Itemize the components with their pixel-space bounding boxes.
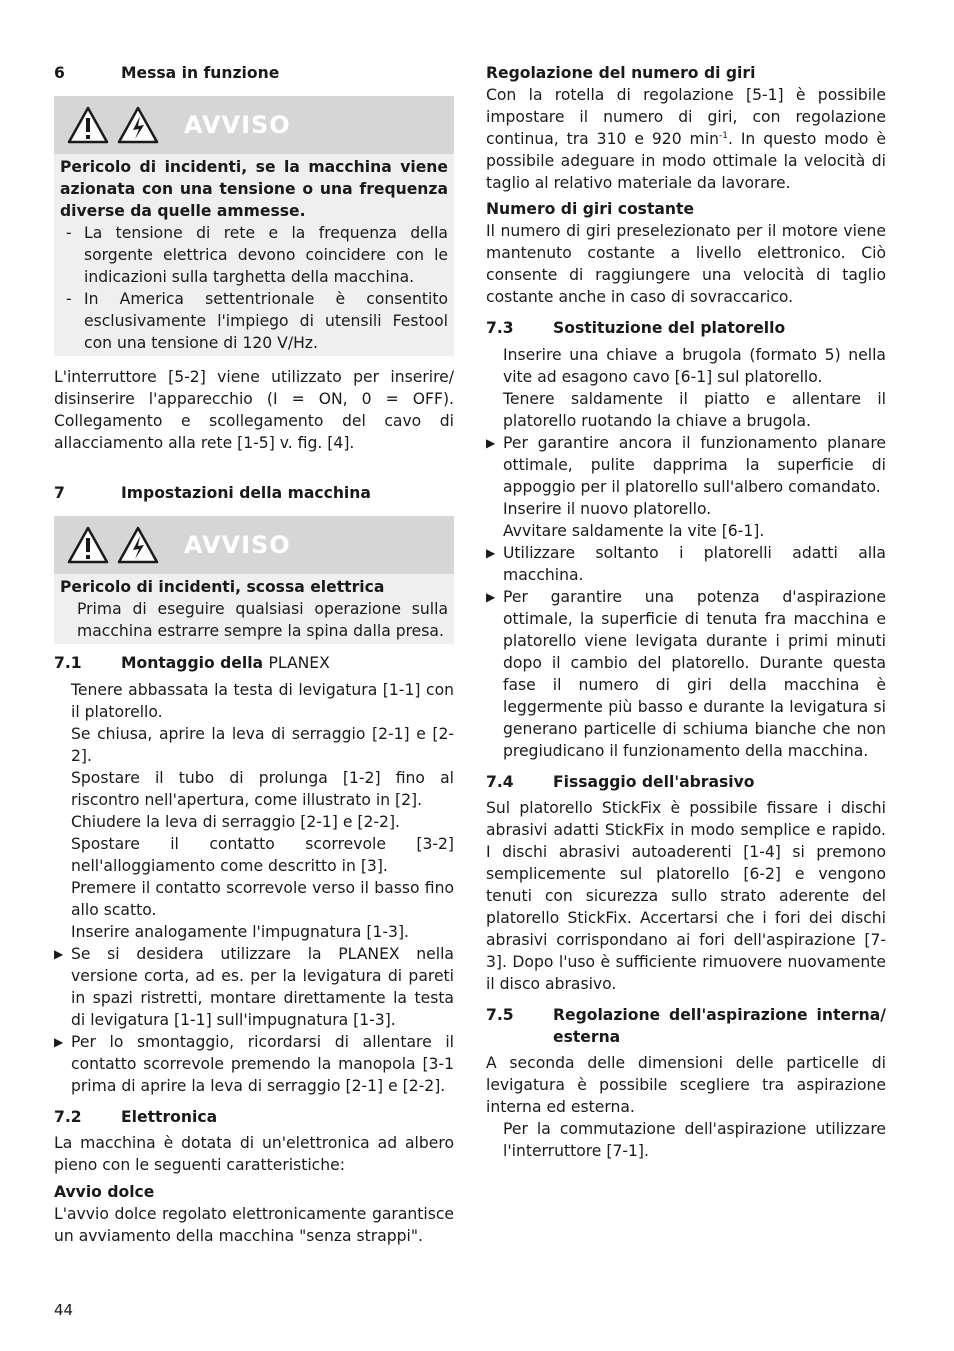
section-heading-7-2 bbox=[54, 1106, 454, 1128]
section-number: 7 bbox=[54, 484, 65, 502]
warning-box-shock bbox=[54, 516, 454, 644]
bullet-item: ▶ Per garantire ancora il funzionamento planare ottimale, pulite dapprima la superficie di appoggio per il platorello sull'albero comandato. bbox=[486, 434, 886, 496]
section-title: Montaggio della PLANEX bbox=[121, 654, 330, 672]
subheading-soft-start: Avvio dolce bbox=[54, 1183, 155, 1201]
section-heading-7-5 bbox=[486, 1004, 886, 1048]
bullet-arrow-icon: ▶ bbox=[486, 590, 496, 604]
subheading-speed-regulation: Regolazione del numero di giri bbox=[486, 64, 756, 82]
paragraph-speed-regulation: Con la rotella di regolazione [5-1] è possibile impostare il numero di giri, con regolazione continua, tra 310 e 920 $\min^{-1}$. In questo modo è possibile adeguare in modo ottimale la velocità di taglio al relativo materiale da lavorare. bbox=[486, 86, 886, 192]
section-number: 7.5 bbox=[486, 1006, 514, 1024]
section-heading-7-1 bbox=[54, 652, 454, 674]
warning-body bbox=[54, 154, 454, 356]
warning-triangle-icon bbox=[66, 105, 110, 145]
left-column bbox=[54, 62, 454, 1247]
section-heading-7-4 bbox=[486, 771, 886, 793]
paragraph-switch: L'interruttore [5-2] viene utilizzato per inserire/ disinserire l'apparecchio (I = ON, 0 = OFF). Collegamento e scollegamento del cavo di allacciamento alla rete [1-5] v. fig. [4]. bbox=[54, 368, 454, 452]
warning-header bbox=[54, 516, 454, 574]
warning-text: Prima di eseguire qualsiasi operazione sulla macchina estrarre sempre la spina dalla presa. bbox=[77, 600, 448, 640]
step: Avvitare saldamente la vite [6-1]. bbox=[503, 522, 765, 540]
paragraph-soft-start: L'avvio dolce regolato elettronicamente garantisce un avviamento della macchina "senza strappi". bbox=[54, 1205, 454, 1245]
bullet-item: ▶ Se si desidera utilizzare la PLANEX nella versione corta, ad es. per la levigatura di pareti in spazi ristretti, montare direttamente la testa di levigatura [1-1] sull'impugnatura [1-3]. bbox=[54, 945, 454, 1029]
bullet-item: ▶ Per lo smontaggio, ricordarsi di allentare il contatto scorrevole premendo la manopola [3-1 prima di aprire la leva di serraggio [2-1] e [2-2]. bbox=[54, 1033, 454, 1095]
warning-title: AVVISO bbox=[184, 531, 291, 559]
bullet-arrow-icon: ▶ bbox=[54, 1035, 64, 1049]
section-title: Messa in funzione bbox=[121, 64, 280, 82]
step: Per la commutazione dell'aspirazione utilizzare l'interruttore [7-1]. bbox=[503, 1120, 886, 1160]
section-title: Fissaggio dell'abrasivo bbox=[553, 773, 755, 791]
warning-title: AVVISO bbox=[184, 111, 291, 139]
section-heading-6 bbox=[54, 62, 454, 84]
step: Spostare il contatto scorrevole [3-2] nell'alloggiamento come descritto in [3]. bbox=[71, 835, 454, 875]
paragraph-constant-speed: Il numero di giri preselezionato per il motore viene mantenuto costante a livello elettronico. Ciò consente di raggiungere una velocità di taglio costante anche in caso di sovraccarico. bbox=[486, 222, 886, 306]
section-number: 7.2 bbox=[54, 1108, 82, 1126]
section-title: Impostazioni della macchina bbox=[121, 484, 371, 502]
step: Premere il contatto scorrevole verso il basso fino allo scatto. bbox=[71, 879, 454, 919]
paragraph-extraction: A seconda delle dimensioni delle particelle di levigatura è possibile scegliere tra aspirazione interna ed esterna. bbox=[486, 1054, 886, 1116]
step: Spostare il tubo di prolunga [1-2] fino al riscontro nell'apertura, come illustrato in [2]. bbox=[71, 769, 454, 809]
warning-heading: Pericolo di incidenti, scossa elettrica bbox=[60, 578, 385, 596]
electric-hazard-icon bbox=[116, 525, 160, 565]
warning-header bbox=[54, 96, 454, 154]
page-number: 44 bbox=[54, 1301, 74, 1319]
step: Chiudere la leva di serraggio [2-1] e [2-2]. bbox=[71, 813, 400, 831]
electric-hazard-icon bbox=[116, 105, 160, 145]
bullet-item: ▶ Utilizzare soltanto i platorelli adatti alla macchina. bbox=[486, 544, 886, 584]
paragraph-electronics: La macchina è dotata di un'elettronica ad albero pieno con le seguenti caratteristiche: bbox=[54, 1134, 454, 1174]
steps-7-1 bbox=[54, 679, 454, 1097]
warning-item: - In America settentrionale è consentito esclusivamente l'impiego di utensili Festool con una tensione di 120 V/Hz. bbox=[66, 290, 448, 352]
bullet-arrow-icon: ▶ bbox=[486, 546, 496, 560]
step: Se chiusa, aprire la leva di serraggio [2-1] e [2-2]. bbox=[71, 725, 454, 765]
bullet-arrow-icon: ▶ bbox=[486, 436, 496, 450]
subheading-constant-speed: Numero di giri costante bbox=[486, 200, 695, 218]
warning-box-voltage bbox=[54, 96, 454, 356]
steps-7-3 bbox=[486, 344, 886, 762]
bullet-arrow-icon: ▶ bbox=[54, 947, 64, 961]
section-title: Sostituzione del platorello bbox=[553, 319, 786, 337]
warning-item: - La tensione di rete e la frequenza della sorgente elettrica devono coincidere con le indicazioni sulla targhetta della macchina. bbox=[66, 224, 448, 286]
step: Inserire il nuovo platorello. bbox=[503, 500, 712, 518]
section-number: 7.1 bbox=[54, 654, 82, 672]
right-column bbox=[486, 62, 886, 1162]
section-title: Regolazione dell'aspirazione interna/ esterna bbox=[553, 1006, 886, 1046]
section-heading-7 bbox=[54, 482, 454, 504]
section-number: 7.3 bbox=[486, 319, 514, 337]
warning-heading: Pericolo di incidenti, se la macchina viene azionata con una tensione o una frequenza diverse da quelle ammesse. bbox=[60, 158, 448, 220]
warning-body bbox=[54, 574, 454, 644]
section-heading-7-3 bbox=[486, 317, 886, 339]
step: Inserire una chiave a brugola (formato 5) nella vite ad esagono cavo [6-1] sul platorello. bbox=[503, 346, 886, 386]
warning-triangle-icon bbox=[66, 525, 110, 565]
section-title: Elettronica bbox=[121, 1108, 218, 1126]
step: Tenere saldamente il piatto e allentare il platorello ruotando la chiave a brugola. bbox=[503, 390, 886, 430]
section-number: 7.4 bbox=[486, 773, 514, 791]
bullet-item: ▶ Per garantire una potenza d'aspirazione ottimale, la superficie di tenuta fra macchina e platorello viene levigata durante i primi minuti dopo il cambio del platorello. Durante questa fase il numero di giri della macchina è leggermente più basso e durante la levigatura si generano particelle di schiuma bianche che non pregiudicano il funzionamento della macchina. bbox=[486, 588, 886, 760]
step: Tenere abbassata la testa di levigatura [1-1] con il platorello. bbox=[71, 681, 454, 721]
section-number: 6 bbox=[54, 64, 65, 82]
paragraph-abrasive: Sul platorello StickFix è possibile fissare i dischi abrasivi adatti StickFix in modo semplice e rapido. I dischi abrasivi autoaderenti [1-4] si premono semplicemente sul platorello [6-2] e vengono tenuti con sicurezza sullo strato aderente del platorello StickFix. Accertarsi che i fori dei dischi abrasivi corrispondano ai fori dell'aspirazione [7-3]. Dopo l'uso è sufficiente rimuovere nuovamente il disco abrasivo. bbox=[486, 799, 886, 993]
step: Inserire analogamente l'impugnatura [1-3]. bbox=[71, 923, 409, 941]
